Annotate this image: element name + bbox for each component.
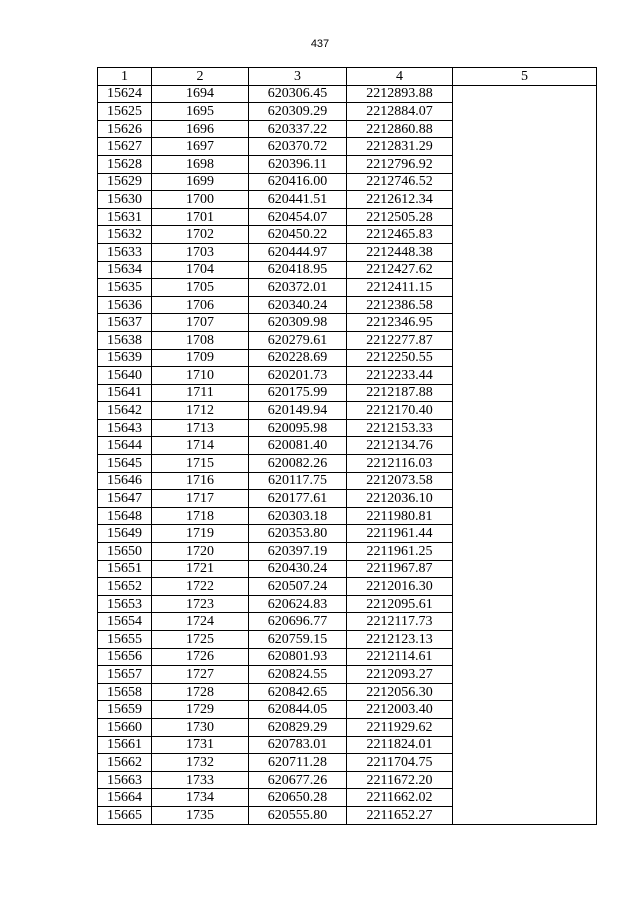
table-cell-col-4: 2212612.34 bbox=[347, 191, 453, 209]
table-cell-col-1: 15644 bbox=[98, 437, 152, 455]
table-cell-col-4: 2212116.03 bbox=[347, 455, 453, 473]
table-cell-col-2: 1727 bbox=[152, 666, 249, 684]
table-cell-col-2: 1707 bbox=[152, 314, 249, 332]
table-cell-col-2: 1701 bbox=[152, 208, 249, 226]
table-cell-col-3: 620353.80 bbox=[249, 525, 347, 543]
table-cell-col-1: 15629 bbox=[98, 173, 152, 191]
table-cell-col-3: 620397.19 bbox=[249, 543, 347, 561]
table-cell-col-3: 620372.01 bbox=[249, 279, 347, 297]
table-cell-col-3: 620081.40 bbox=[249, 437, 347, 455]
table-cell-col-5 bbox=[453, 85, 597, 824]
table-cell-col-1: 15665 bbox=[98, 806, 152, 824]
table-cell-col-2: 1717 bbox=[152, 490, 249, 508]
table-cell-col-1: 15633 bbox=[98, 243, 152, 261]
table-cell-col-2: 1715 bbox=[152, 455, 249, 473]
table-cell-col-1: 15639 bbox=[98, 349, 152, 367]
table-cell-col-1: 15651 bbox=[98, 560, 152, 578]
table-cell-col-4: 2212095.61 bbox=[347, 595, 453, 613]
table-cell-col-4: 2212170.40 bbox=[347, 402, 453, 420]
table-cell-col-2: 1702 bbox=[152, 226, 249, 244]
table-cell-col-3: 620303.18 bbox=[249, 507, 347, 525]
table-cell-col-2: 1703 bbox=[152, 243, 249, 261]
table-cell-col-2: 1713 bbox=[152, 419, 249, 437]
table-cell-col-3: 620416.00 bbox=[249, 173, 347, 191]
table-cell-col-4: 2212796.92 bbox=[347, 155, 453, 173]
table-cell-col-1: 15652 bbox=[98, 578, 152, 596]
table-cell-col-3: 620201.73 bbox=[249, 367, 347, 385]
table-cell-col-1: 15624 bbox=[98, 85, 152, 103]
table-cell-col-3: 620844.05 bbox=[249, 701, 347, 719]
table-cell-col-1: 15650 bbox=[98, 543, 152, 561]
table-cell-col-1: 15646 bbox=[98, 472, 152, 490]
table-cell-col-1: 15655 bbox=[98, 631, 152, 649]
table-cell-col-3: 620450.22 bbox=[249, 226, 347, 244]
table-cell-col-1: 15627 bbox=[98, 138, 152, 156]
table-cell-col-4: 2212250.55 bbox=[347, 349, 453, 367]
table-cell-col-2: 1730 bbox=[152, 718, 249, 736]
table-cell-col-1: 15654 bbox=[98, 613, 152, 631]
table-cell-col-3: 620082.26 bbox=[249, 455, 347, 473]
table-cell-col-3: 620555.80 bbox=[249, 806, 347, 824]
table-cell-col-3: 620759.15 bbox=[249, 631, 347, 649]
table-cell-col-4: 2211961.44 bbox=[347, 525, 453, 543]
table-cell-col-3: 620624.83 bbox=[249, 595, 347, 613]
table-cell-col-2: 1710 bbox=[152, 367, 249, 385]
table-cell-col-3: 620824.55 bbox=[249, 666, 347, 684]
table-cell-col-1: 15625 bbox=[98, 103, 152, 121]
table-cell-col-4: 2212893.88 bbox=[347, 85, 453, 103]
table-cell-col-4: 2211652.27 bbox=[347, 806, 453, 824]
table-cell-col-3: 620444.97 bbox=[249, 243, 347, 261]
table-cell-col-3: 620309.98 bbox=[249, 314, 347, 332]
table-cell-col-1: 15660 bbox=[98, 718, 152, 736]
table-cell-col-1: 15658 bbox=[98, 683, 152, 701]
table-cell-col-2: 1716 bbox=[152, 472, 249, 490]
table-cell-col-3: 620842.65 bbox=[249, 683, 347, 701]
table-cell-col-1: 15628 bbox=[98, 155, 152, 173]
table-cell-col-2: 1734 bbox=[152, 789, 249, 807]
table-cell-col-1: 15659 bbox=[98, 701, 152, 719]
table-cell-col-4: 2212746.52 bbox=[347, 173, 453, 191]
table-cell-col-2: 1705 bbox=[152, 279, 249, 297]
table-cell-col-1: 15653 bbox=[98, 595, 152, 613]
table-cell-col-1: 15630 bbox=[98, 191, 152, 209]
table-cell-col-4: 2212117.73 bbox=[347, 613, 453, 631]
table-cell-col-2: 1700 bbox=[152, 191, 249, 209]
table-body bbox=[98, 85, 597, 824]
table-cell-col-1: 15643 bbox=[98, 419, 152, 437]
table-cell-col-3: 620650.28 bbox=[249, 789, 347, 807]
table-cell-col-4: 2212036.10 bbox=[347, 490, 453, 508]
table-cell-col-4: 2212427.62 bbox=[347, 261, 453, 279]
table-cell-col-3: 620801.93 bbox=[249, 648, 347, 666]
coordinates-table bbox=[97, 67, 597, 825]
table-cell-col-2: 1723 bbox=[152, 595, 249, 613]
table-cell-col-4: 2211967.87 bbox=[347, 560, 453, 578]
table-cell-col-1: 15632 bbox=[98, 226, 152, 244]
table-cell-col-4: 2211672.20 bbox=[347, 771, 453, 789]
table-cell-col-2: 1722 bbox=[152, 578, 249, 596]
table-cell-col-2: 1714 bbox=[152, 437, 249, 455]
table-cell-col-3: 620370.72 bbox=[249, 138, 347, 156]
table-cell-col-1: 15636 bbox=[98, 296, 152, 314]
table-cell-col-4: 2212093.27 bbox=[347, 666, 453, 684]
table-cell-col-1: 15642 bbox=[98, 402, 152, 420]
table-cell-col-1: 15662 bbox=[98, 754, 152, 772]
table-cell-col-3: 620507.24 bbox=[249, 578, 347, 596]
table-cell-col-3: 620430.24 bbox=[249, 560, 347, 578]
table-cell-col-1: 15663 bbox=[98, 771, 152, 789]
table-cell-col-1: 15664 bbox=[98, 789, 152, 807]
table-cell-col-4: 2211824.01 bbox=[347, 736, 453, 754]
table-cell-col-3: 620441.51 bbox=[249, 191, 347, 209]
table-cell-col-2: 1735 bbox=[152, 806, 249, 824]
table-cell-col-2: 1704 bbox=[152, 261, 249, 279]
table-cell-col-4: 2212831.29 bbox=[347, 138, 453, 156]
table-cell-col-2: 1696 bbox=[152, 120, 249, 138]
table-cell-col-2: 1731 bbox=[152, 736, 249, 754]
table-cell-col-2: 1706 bbox=[152, 296, 249, 314]
table-cell-col-3: 620696.77 bbox=[249, 613, 347, 631]
table-cell-col-2: 1726 bbox=[152, 648, 249, 666]
table-cell-col-4: 2211929.62 bbox=[347, 718, 453, 736]
table-cell-col-2: 1724 bbox=[152, 613, 249, 631]
column-header-3: 3 bbox=[249, 68, 347, 86]
table-cell-col-4: 2212386.58 bbox=[347, 296, 453, 314]
table-cell-col-1: 15657 bbox=[98, 666, 152, 684]
table-cell-col-1: 15661 bbox=[98, 736, 152, 754]
table-cell-col-3: 620149.94 bbox=[249, 402, 347, 420]
table-cell-col-1: 15626 bbox=[98, 120, 152, 138]
table-cell-col-3: 620309.29 bbox=[249, 103, 347, 121]
table-cell-col-3: 620337.22 bbox=[249, 120, 347, 138]
table-cell-col-4: 2211980.81 bbox=[347, 507, 453, 525]
table-row bbox=[98, 85, 597, 103]
table-cell-col-1: 15634 bbox=[98, 261, 152, 279]
table-cell-col-1: 15637 bbox=[98, 314, 152, 332]
table-cell-col-1: 15641 bbox=[98, 384, 152, 402]
table-cell-col-2: 1698 bbox=[152, 155, 249, 173]
table-cell-col-3: 620396.11 bbox=[249, 155, 347, 173]
table-cell-col-4: 2212187.88 bbox=[347, 384, 453, 402]
table-cell-col-2: 1718 bbox=[152, 507, 249, 525]
table-cell-col-4: 2212277.87 bbox=[347, 331, 453, 349]
column-header-4: 4 bbox=[347, 68, 453, 86]
table-cell-col-3: 620095.98 bbox=[249, 419, 347, 437]
page-number: 437 bbox=[310, 38, 330, 50]
table-cell-col-2: 1697 bbox=[152, 138, 249, 156]
column-header-2: 2 bbox=[152, 68, 249, 86]
table-cell-col-4: 2211662.02 bbox=[347, 789, 453, 807]
table-cell-col-4: 2212123.13 bbox=[347, 631, 453, 649]
table-cell-col-1: 15645 bbox=[98, 455, 152, 473]
table-cell-col-1: 15631 bbox=[98, 208, 152, 226]
table-cell-col-4: 2212346.95 bbox=[347, 314, 453, 332]
table-cell-col-3: 620279.61 bbox=[249, 331, 347, 349]
table-cell-col-2: 1708 bbox=[152, 331, 249, 349]
header-row bbox=[98, 68, 597, 86]
table-cell-col-3: 620228.69 bbox=[249, 349, 347, 367]
table-cell-col-1: 15647 bbox=[98, 490, 152, 508]
table-cell-col-2: 1719 bbox=[152, 525, 249, 543]
table-cell-col-4: 2212003.40 bbox=[347, 701, 453, 719]
table-cell-col-4: 2212448.38 bbox=[347, 243, 453, 261]
table-cell-col-4: 2212016.30 bbox=[347, 578, 453, 596]
table-cell-col-4: 2212073.58 bbox=[347, 472, 453, 490]
table-cell-col-1: 15649 bbox=[98, 525, 152, 543]
table-cell-col-4: 2212233.44 bbox=[347, 367, 453, 385]
table-cell-col-2: 1721 bbox=[152, 560, 249, 578]
table-cell-col-2: 1728 bbox=[152, 683, 249, 701]
table-cell-col-3: 620677.26 bbox=[249, 771, 347, 789]
table-cell-col-4: 2212411.15 bbox=[347, 279, 453, 297]
table-cell-col-4: 2212505.28 bbox=[347, 208, 453, 226]
table-cell-col-1: 15640 bbox=[98, 367, 152, 385]
table-cell-col-3: 620783.01 bbox=[249, 736, 347, 754]
table-cell-col-4: 2212860.88 bbox=[347, 120, 453, 138]
table-cell-col-2: 1712 bbox=[152, 402, 249, 420]
table-cell-col-4: 2212114.61 bbox=[347, 648, 453, 666]
table-cell-col-3: 620177.61 bbox=[249, 490, 347, 508]
table-cell-col-2: 1732 bbox=[152, 754, 249, 772]
table-cell-col-2: 1711 bbox=[152, 384, 249, 402]
table-cell-col-2: 1699 bbox=[152, 173, 249, 191]
table-cell-col-4: 2211961.25 bbox=[347, 543, 453, 561]
table-cell-col-4: 2212884.07 bbox=[347, 103, 453, 121]
table-cell-col-2: 1725 bbox=[152, 631, 249, 649]
table-cell-col-3: 620306.45 bbox=[249, 85, 347, 103]
table-cell-col-3: 620829.29 bbox=[249, 718, 347, 736]
table-cell-col-4: 2212134.76 bbox=[347, 437, 453, 455]
table-cell-col-3: 620454.07 bbox=[249, 208, 347, 226]
table-cell-col-1: 15656 bbox=[98, 648, 152, 666]
table-cell-col-1: 15638 bbox=[98, 331, 152, 349]
table-cell-col-2: 1720 bbox=[152, 543, 249, 561]
column-header-5: 5 bbox=[453, 68, 597, 86]
table-cell-col-1: 15635 bbox=[98, 279, 152, 297]
table-cell-col-2: 1733 bbox=[152, 771, 249, 789]
column-header-1: 1 bbox=[98, 68, 152, 86]
table-cell-col-4: 2212465.83 bbox=[347, 226, 453, 244]
table-cell-col-1: 15648 bbox=[98, 507, 152, 525]
table-cell-col-3: 620711.28 bbox=[249, 754, 347, 772]
table-cell-col-2: 1709 bbox=[152, 349, 249, 367]
table-cell-col-4: 2211704.75 bbox=[347, 754, 453, 772]
table-cell-col-3: 620418.95 bbox=[249, 261, 347, 279]
table-cell-col-3: 620117.75 bbox=[249, 472, 347, 490]
table-cell-col-3: 620340.24 bbox=[249, 296, 347, 314]
table-cell-col-2: 1729 bbox=[152, 701, 249, 719]
table-cell-col-4: 2212056.30 bbox=[347, 683, 453, 701]
table-cell-col-2: 1694 bbox=[152, 85, 249, 103]
table-cell-col-4: 2212153.33 bbox=[347, 419, 453, 437]
table-cell-col-3: 620175.99 bbox=[249, 384, 347, 402]
table-cell-col-2: 1695 bbox=[152, 103, 249, 121]
